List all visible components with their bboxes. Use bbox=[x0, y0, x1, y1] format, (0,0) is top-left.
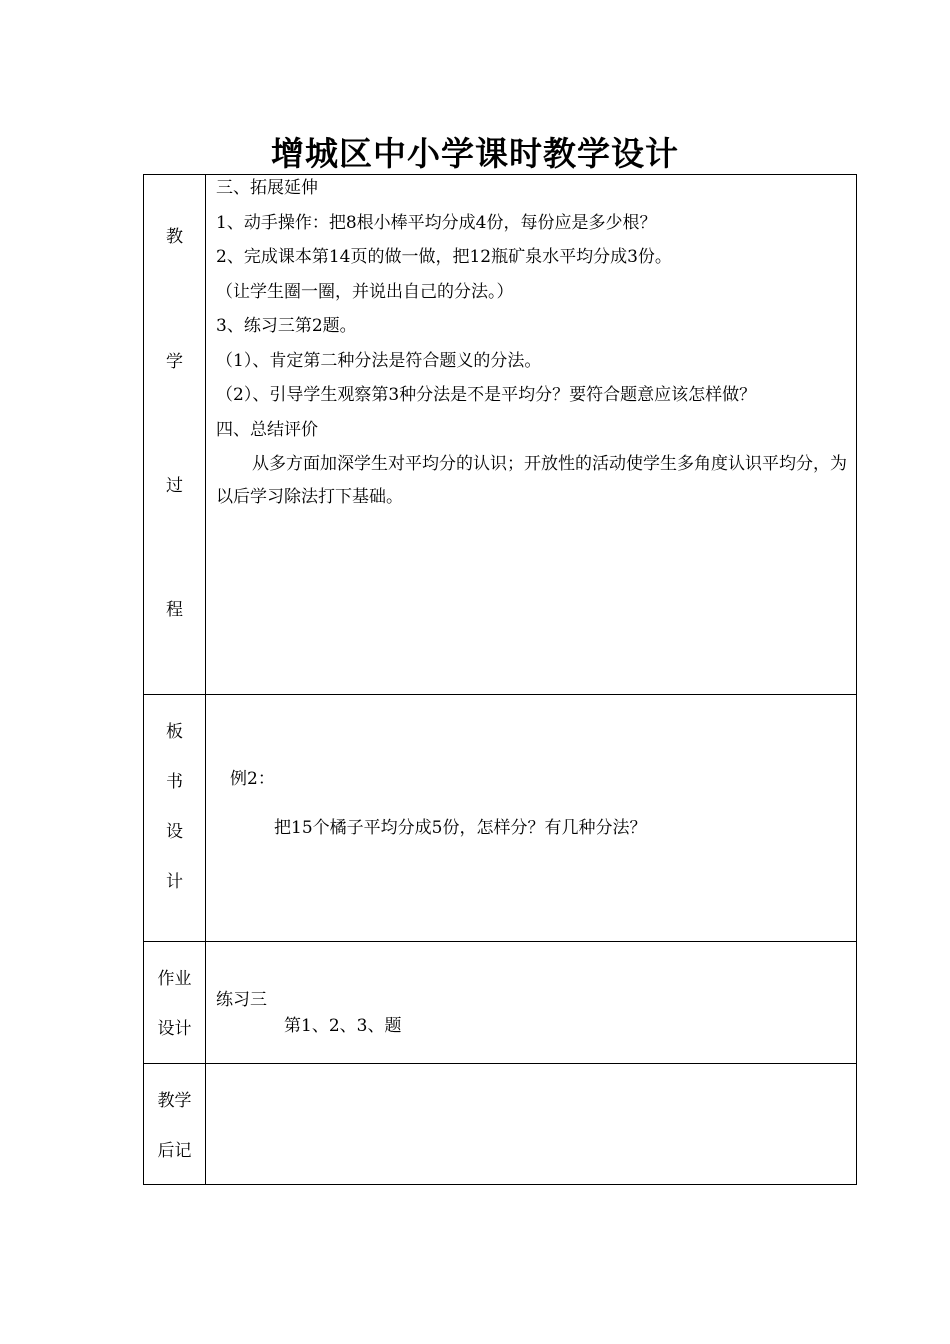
homework-design-row bbox=[144, 942, 857, 1064]
label-char: 过 bbox=[166, 476, 183, 496]
process-line: 2、完成课本第14页的做一做，把12瓶矿泉水平均分成3份。 bbox=[216, 247, 672, 267]
label-char: 程 bbox=[166, 600, 183, 620]
example-label: 例2： bbox=[230, 769, 275, 789]
teaching-notes-row bbox=[144, 1064, 857, 1185]
homework-line: 第1、2、3、题 bbox=[284, 1016, 402, 1036]
label-char: 教 bbox=[166, 227, 183, 247]
homework-line: 练习三 bbox=[216, 990, 267, 1010]
process-line: 1、动手操作：把8根小棒平均分成4份，每份应是多少根？ bbox=[216, 212, 657, 233]
label-char: 设 bbox=[166, 822, 183, 842]
teaching-process-label bbox=[144, 175, 206, 695]
process-line: （2）、引导学生观察第3种分法是不是平均分？要符合题意应该怎样做？ bbox=[216, 385, 757, 405]
lesson-design-table bbox=[143, 174, 857, 1185]
label-char: 学 bbox=[166, 352, 183, 372]
teaching-process-row bbox=[144, 175, 857, 695]
section-heading-extension: 三、拓展延伸 bbox=[216, 178, 318, 198]
summary-paragraph: 从多方面加深学生对平均分的认识；开放性的活动使学生多角度认识平均分，为以后学习除法打下基础。 bbox=[216, 454, 847, 507]
label-char: 板 bbox=[166, 722, 183, 742]
teaching-notes-content bbox=[206, 1064, 857, 1185]
label-char: 计 bbox=[166, 872, 183, 892]
label-line: 作业 bbox=[157, 969, 192, 989]
homework-design-label bbox=[144, 942, 206, 1064]
page-title: 增城区中小学课时教学设计 bbox=[271, 134, 679, 173]
teaching-notes-label bbox=[144, 1064, 206, 1185]
section-heading-summary: 四、总结评价 bbox=[216, 419, 318, 440]
board-design-content bbox=[206, 695, 857, 942]
homework-design-content bbox=[206, 942, 857, 1064]
process-line: 3、练习三第2题。 bbox=[216, 316, 357, 336]
label-line: 设计 bbox=[157, 1019, 192, 1039]
label-line: 后记 bbox=[157, 1141, 192, 1161]
example-text: 把15个橘子平均分成5份，怎样分？有几种分法？ bbox=[274, 818, 647, 838]
label-line: 教学 bbox=[157, 1091, 192, 1111]
process-line: （让学生圈一圈，并说出自己的分法。） bbox=[216, 281, 514, 302]
board-design-label bbox=[144, 695, 206, 942]
label-char: 书 bbox=[166, 772, 183, 792]
board-design-row bbox=[144, 695, 857, 942]
process-line: （1）、肯定第二种分法是符合题义的分法。 bbox=[216, 350, 542, 371]
teaching-process-content bbox=[206, 175, 857, 695]
